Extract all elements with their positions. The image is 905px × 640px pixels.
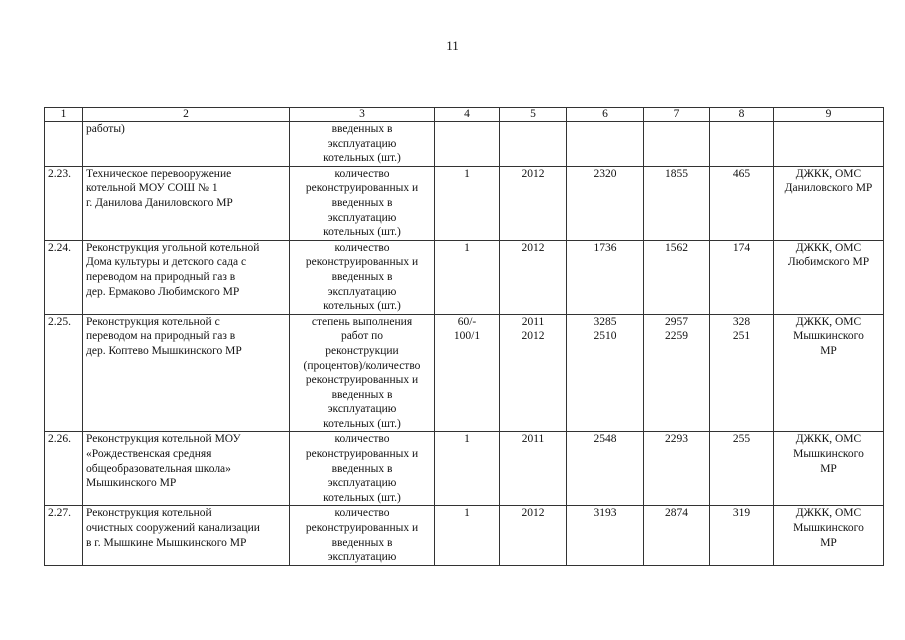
cell-line: введенных в xyxy=(331,536,393,549)
total-funding-cell xyxy=(567,166,644,240)
cell-line: количество xyxy=(334,167,390,180)
indicator-value-cell xyxy=(435,432,500,506)
indicator-cell xyxy=(290,506,435,565)
funding-source-b-cell xyxy=(710,122,774,167)
page-number: 11 xyxy=(446,38,459,53)
funding-source-b-cell xyxy=(710,506,774,565)
measure-name-cell xyxy=(83,432,290,506)
cell-line: ДЖКК, ОМС xyxy=(795,507,862,520)
total-funding-cell xyxy=(567,432,644,506)
funding-source-a-cell xyxy=(644,432,710,506)
executor-cell xyxy=(774,506,884,565)
indicator-value-cell xyxy=(435,314,500,432)
row-number-cell: 2.23. xyxy=(45,166,83,240)
cell-line: ДЖКК, ОМС xyxy=(795,433,862,446)
cell-line: котельных (шт.) xyxy=(323,417,401,430)
cell-line: реконструированных и xyxy=(305,182,419,195)
cell-line: эксплуатацию xyxy=(327,285,397,298)
cell-line: 255 xyxy=(732,433,751,446)
cell-line: введенных в xyxy=(331,388,393,401)
cell-line: (процентов)/количество xyxy=(303,359,421,372)
cell-line: Дома культуры и детского сада с xyxy=(86,256,247,269)
cell-line: Мышкинского МР xyxy=(86,477,177,490)
cell-line: 2011 xyxy=(521,315,545,328)
executor-cell xyxy=(774,432,884,506)
program-table xyxy=(44,107,884,566)
measure-name-cell xyxy=(83,314,290,432)
cell-line: Любимского МР xyxy=(787,256,870,269)
cell-line: введенных в xyxy=(331,462,393,475)
header-cell: 8 xyxy=(710,108,774,122)
executor-cell xyxy=(774,240,884,314)
measure-name-cell xyxy=(83,240,290,314)
cell-line: эксплуатацию xyxy=(327,137,397,150)
indicator-value-cell xyxy=(435,240,500,314)
cell-line: переводом на природный газ в xyxy=(86,270,236,283)
table-row xyxy=(45,314,884,432)
cell-line: работы) xyxy=(86,123,125,135)
cell-line: 1736 xyxy=(593,241,617,254)
funding-source-a-cell xyxy=(644,314,710,432)
indicator-value-cell xyxy=(435,166,500,240)
cell-line: 2012 xyxy=(521,507,545,520)
cell-line: 465 xyxy=(732,167,751,180)
total-funding-cell xyxy=(567,506,644,565)
row-number-cell: 2.26. xyxy=(45,432,83,506)
header-row xyxy=(45,108,884,122)
executor-cell xyxy=(774,314,884,432)
cell-line: 2874 xyxy=(665,507,688,520)
total-funding-cell xyxy=(567,240,644,314)
cell-line: 60/- xyxy=(457,315,477,328)
cell-line: 174 xyxy=(732,241,751,254)
cell-line: котельных (шт.) xyxy=(323,152,401,165)
cell-line: котельной МОУ СОШ № 1 xyxy=(86,182,218,195)
indicator-cell xyxy=(290,166,435,240)
cell-line: 1562 xyxy=(665,241,688,254)
cell-line: ДЖКК, ОМС xyxy=(795,315,862,328)
cell-line: 2548 xyxy=(593,433,617,446)
cell-line: общеобразовательная школа» xyxy=(86,462,231,475)
executor-cell xyxy=(774,122,884,167)
cell-line: 2012 xyxy=(521,330,545,343)
header-cell: 3 xyxy=(290,108,435,122)
cell-line: количество xyxy=(334,507,390,520)
cell-line: реконструированных и xyxy=(305,522,419,535)
cell-line: реконструированных и xyxy=(305,448,419,461)
cell-line: реконструированных и xyxy=(305,256,419,269)
measure-name-cell xyxy=(83,166,290,240)
cell-line: 3193 xyxy=(593,507,617,520)
row-number-cell: 2.25. xyxy=(45,314,83,432)
cell-line: 2012 xyxy=(521,167,545,180)
indicator-cell xyxy=(290,432,435,506)
funding-source-b-cell xyxy=(710,240,774,314)
cell-line: Мышкинского xyxy=(793,330,864,343)
cell-line: 2320 xyxy=(593,167,617,180)
table-row xyxy=(45,166,884,240)
cell-line: введенных в xyxy=(331,123,393,135)
cell-line: котельных (шт.) xyxy=(323,300,401,313)
header-cell: 4 xyxy=(435,108,500,122)
indicator-value-cell xyxy=(435,122,500,167)
executor-cell xyxy=(774,166,884,240)
cell-line: МР xyxy=(820,344,837,357)
funding-source-a-cell xyxy=(644,122,710,167)
cell-line: введенных в xyxy=(331,196,393,209)
cell-line: 251 xyxy=(732,330,751,343)
year-cell xyxy=(500,166,567,240)
indicator-value-cell xyxy=(435,506,500,565)
cell-line: эксплуатацию xyxy=(327,211,397,224)
year-cell xyxy=(500,240,567,314)
cell-line: 1855 xyxy=(665,167,688,180)
cell-line: очистных сооружений канализации xyxy=(86,522,260,535)
year-cell xyxy=(500,506,567,565)
total-funding-cell xyxy=(567,122,644,167)
cell-line: 1 xyxy=(464,507,470,520)
cell-line: ДЖКК, ОМС xyxy=(795,241,862,254)
cell-line: 2293 xyxy=(665,433,688,446)
cell-line: дер. Ермаково Любимского МР xyxy=(86,285,240,298)
cell-line: эксплуатацию xyxy=(327,403,397,416)
indicator-cell xyxy=(290,122,435,167)
row-number-cell: 2.27. xyxy=(45,506,83,565)
cell-line: 2259 xyxy=(665,330,688,343)
cell-line: 1 xyxy=(464,433,470,446)
year-cell xyxy=(500,122,567,167)
cell-line: МР xyxy=(820,462,837,475)
cell-line: переводом на природный газ в xyxy=(86,330,236,343)
cell-line: г. Данилова Даниловского МР xyxy=(86,196,233,209)
year-cell xyxy=(500,432,567,506)
cell-line: «Рождественская средняя xyxy=(86,448,212,461)
row-number-cell: 2.24. xyxy=(45,240,83,314)
cell-line: 1 xyxy=(464,241,470,254)
cell-line: Мышкинского xyxy=(793,448,864,461)
cell-line: котельных (шт.) xyxy=(323,226,401,239)
header-cell: 1 xyxy=(45,108,83,122)
cell-line: котельных (шт.) xyxy=(323,491,401,504)
cell-line: реконструированных и xyxy=(305,374,419,387)
cell-line: Даниловского МР xyxy=(784,182,873,195)
cell-line: Реконструкция угольной котельной xyxy=(86,241,260,254)
cell-line: Реконструкция котельной МОУ xyxy=(86,433,241,446)
cell-line: 319 xyxy=(732,507,751,520)
funding-source-b-cell xyxy=(710,432,774,506)
header-cell: 5 xyxy=(500,108,567,122)
total-funding-cell xyxy=(567,314,644,432)
indicator-cell xyxy=(290,240,435,314)
cell-line: МР xyxy=(820,536,837,549)
cell-line: эксплуатацию xyxy=(327,477,397,490)
cell-line: 328 xyxy=(732,315,751,328)
cell-line: работ по xyxy=(340,330,384,343)
cell-line: реконструкции xyxy=(325,344,399,357)
funding-source-a-cell xyxy=(644,240,710,314)
cell-line: Техническое перевооружение xyxy=(86,167,232,180)
funding-source-b-cell xyxy=(710,166,774,240)
cell-line: введенных в xyxy=(331,270,393,283)
funding-source-a-cell xyxy=(644,506,710,565)
cell-line: 100/1 xyxy=(453,330,481,343)
cell-line: 2510 xyxy=(593,330,617,343)
measure-name-cell xyxy=(83,122,290,167)
cell-line: ДЖКК, ОМС xyxy=(795,167,862,180)
measure-name-cell xyxy=(83,506,290,565)
year-cell xyxy=(500,314,567,432)
cell-line: 2012 xyxy=(521,241,545,254)
funding-source-a-cell xyxy=(644,166,710,240)
cell-line: Мышкинского xyxy=(793,522,864,535)
cell-line: дер. Коптево Мышкинского МР xyxy=(86,344,242,357)
cell-line: 2957 xyxy=(665,315,688,328)
table-row xyxy=(45,432,884,506)
cell-line: количество xyxy=(334,433,390,446)
header-cell: 9 xyxy=(774,108,884,122)
cell-line: Реконструкция котельной xyxy=(86,507,212,520)
header-cell: 6 xyxy=(567,108,644,122)
indicator-cell xyxy=(290,314,435,432)
funding-source-b-cell xyxy=(710,314,774,432)
cell-line: количество xyxy=(334,241,390,254)
table-row xyxy=(45,240,884,314)
table-row xyxy=(45,122,884,167)
cell-line: в г. Мышкине Мышкинского МР xyxy=(86,536,247,549)
row-number-cell xyxy=(45,122,83,167)
cell-line: 1 xyxy=(464,167,470,180)
table-body xyxy=(45,108,884,566)
table-row xyxy=(45,506,884,565)
cell-line: 2011 xyxy=(521,433,545,446)
cell-line: Реконструкция котельной с xyxy=(86,315,220,328)
cell-line: 3285 xyxy=(593,315,617,328)
header-cell: 2 xyxy=(83,108,290,122)
header-cell: 7 xyxy=(644,108,710,122)
cell-line: эксплуатацию xyxy=(327,551,397,564)
cell-line: степень выполнения xyxy=(311,315,413,328)
